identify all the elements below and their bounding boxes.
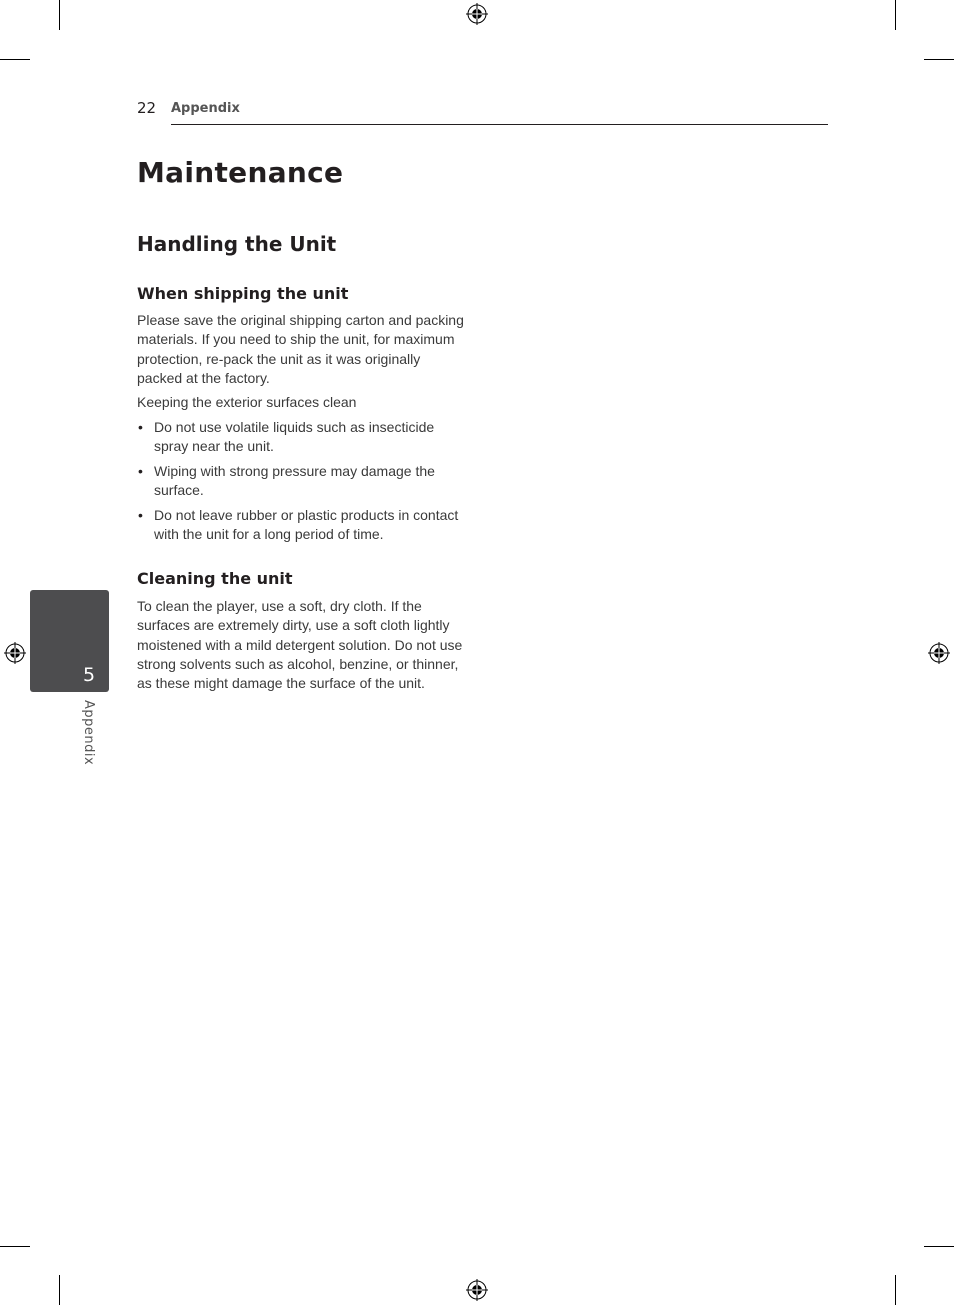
cleaning-paragraph: To clean the player, use a soft, dry cloth. If the surfaces are extremely dirty, use a soft cloth lightly moistened with a mild detergent solution. Do not use strong solvents such as alcohol, benzine, or thinner, as these might damage the surface of the unit.: [137, 598, 463, 692]
registration-mark-icon: [466, 3, 488, 25]
registration-mark-icon: [928, 642, 950, 664]
chapter-label: Appendix: [81, 700, 96, 766]
registration-mark-icon: [4, 642, 26, 664]
crop-mark: [59, 0, 60, 30]
shipping-paragraph: Please save the original shipping carton and packing materials. If you need to ship the unit, for maximum protection, re-pack the unit as it was originally packed at the factory.: [137, 312, 464, 386]
crop-mark: [0, 59, 30, 60]
list-item: • Do not use volatile liquids such as insecticide spray near the unit.: [137, 418, 467, 457]
section-heading: Handling the Unit: [137, 232, 337, 256]
shipping-heading: When shipping the unit: [137, 284, 349, 303]
running-header-title: Appendix: [171, 101, 240, 116]
exterior-care-list: [137, 418, 467, 550]
page-title: Maintenance: [137, 156, 344, 189]
crop-mark: [0, 1246, 30, 1247]
crop-mark: [59, 1275, 60, 1305]
registration-mark-icon: [466, 1279, 488, 1301]
page-number: 22: [137, 99, 157, 117]
crop-mark: [924, 1246, 954, 1247]
exterior-subheading: Keeping the exterior surfaces clean: [137, 394, 357, 410]
crop-mark: [924, 59, 954, 60]
crop-mark: [895, 1275, 896, 1305]
cleaning-heading: Cleaning the unit: [137, 569, 293, 588]
list-item: • Do not leave rubber or plastic products in contact with the unit for a long period of time.: [137, 506, 467, 545]
crop-mark: [895, 0, 896, 30]
header-divider: [171, 124, 828, 125]
chapter-number: 5: [82, 664, 96, 686]
list-item: • Wiping with strong pressure may damage the surface.: [137, 462, 467, 501]
